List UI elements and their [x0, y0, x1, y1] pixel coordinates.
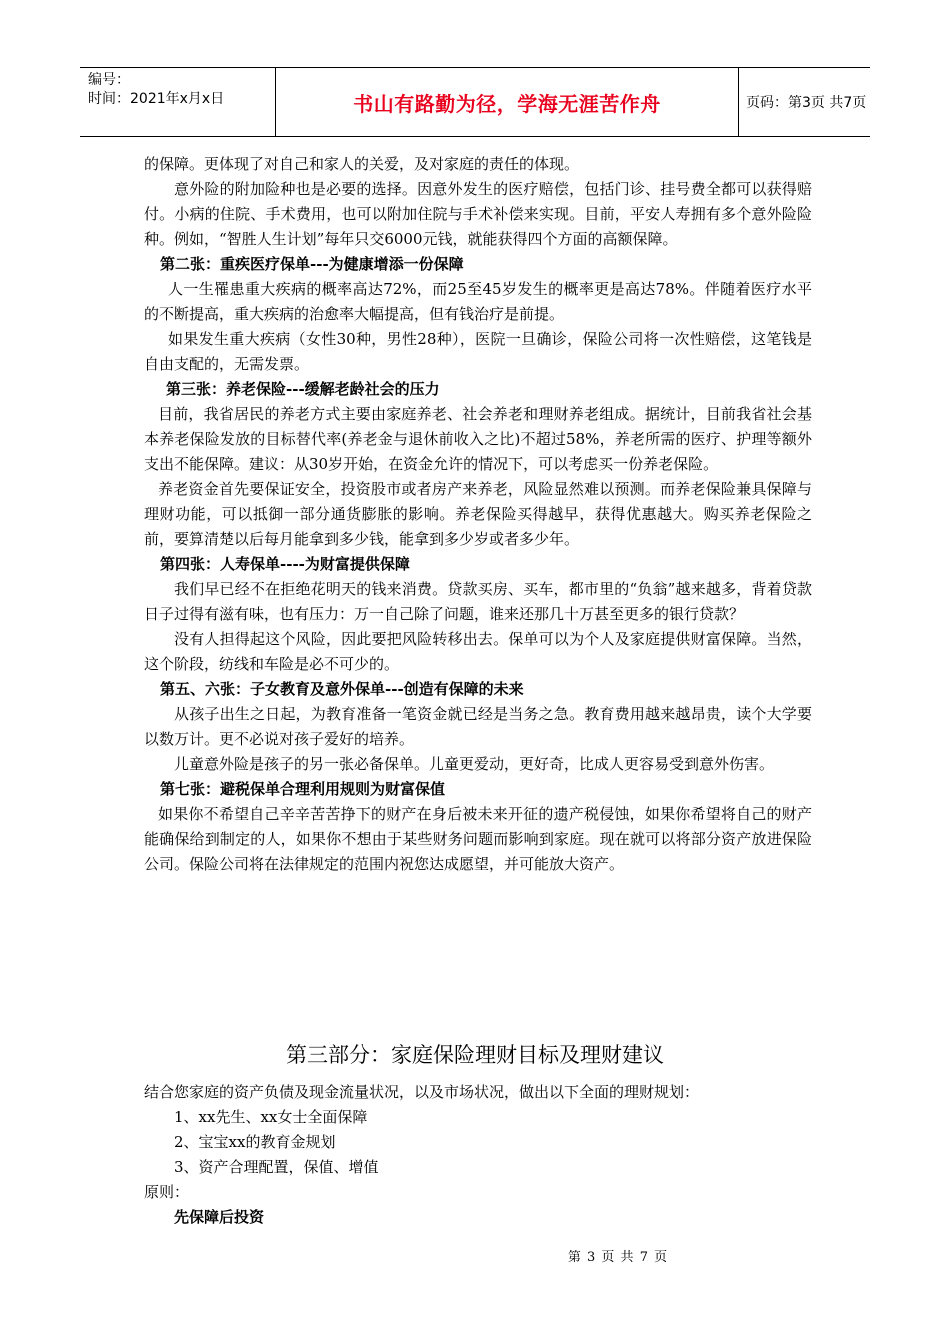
paragraph: 意外险的附加险种也是必要的选择。因意外发生的医疗赔偿，包括门诊、挂号费全都可以获得赔付。小病的住院、手术费用，也可以附加住院与手术补偿来实现。目前，平安人寿拥有多个意外险险种。例如，“智胜人生计划”每年只交6000元钱，就能获得四个方面的高额保障。 [144, 180, 812, 248]
paragraph: 我们早已经不在拒绝花明天的钱来消费。贷款买房、买车，都市里的“负翁”越来越多，背着贷款日子过得有滋有味，也有压力：万一自己除了问题，谁来还那几十万甚至更多的银行贷款？ [144, 580, 812, 623]
paragraph: 如果你不希望自己辛辛苦苦挣下的财产在身后被未来开征的遗产税侵蚀，如果你希望将自己的财产能确保给到制定的人，如果你不想由于某些财务问题而影响到家庭。现在就可以将部分资产放进保险公司。保险公司将在法律规定的范围内祝您达成愿望，并可能放大资产。 [144, 805, 812, 873]
list-item: 1、xx先生、xx女士全面保障 [174, 1108, 368, 1126]
section-heading: 第三张：养老保险---缓解老龄社会的压力 [166, 380, 440, 398]
header-meta [80, 68, 276, 136]
list-item: 3、资产合理配置，保值、增值 [174, 1158, 379, 1176]
section-heading: 第二张：重疾医疗保单---为健康增添一份保障 [160, 255, 464, 273]
list-item: 2、宝宝xx的教育金规划 [174, 1133, 336, 1151]
page-footer: 第 3 页 共 7 页 [567, 1250, 669, 1265]
principle-label: 原则： [144, 1183, 190, 1201]
body-content [144, 152, 812, 877]
header-page-label: 页码：第3页 共7页 [746, 95, 867, 111]
paragraph: 没有人担得起这个风险，因此要把风险转移出去。保单可以为个人及家庭提供财富保障。当然，这个阶段，纺线和车险是必不可少的。 [144, 630, 812, 673]
section-heading: 第四张：人寿保单----为财富提供保障 [160, 555, 410, 573]
part3-title: 第三部分：家庭保险理财目标及理财建议 [286, 1043, 664, 1067]
section-heading: 第七张：避税保单合理利用规则为财富保值 [160, 780, 446, 798]
document-number-label: 编号： [88, 72, 130, 88]
paragraph: 如果发生重大疾病（女性30种，男性28种），医院一旦确诊，保险公司将一次性赔偿，这笔钱是自由支配的，无需发票。 [144, 330, 812, 373]
paragraph: 人一生罹患重大疾病的概率高达72%，而25至45岁发生的概率更是高达78%。伴随着医疗水平的不断提高，重大疾病的治愈率大幅提高，但有钱治疗是前提。 [144, 280, 812, 323]
document-date-label: 时间：2021年x月x日 [88, 91, 225, 107]
paragraph: 目前，我省居民的养老方式主要由家庭养老、社会养老和理财养老组成。据统计，目前我省社会基本养老保险发放的目标替代率(养老金与退休前收入之比)不超过58%，养老所需的医疗、护理等额外支出不能保障。建议：从30岁开始，在资金允许的情况下，可以考虑买一份养老保险。 [144, 405, 812, 473]
paragraph: 从孩子出生之日起，为教育准备一笔资金就已经是当务之急。教育费用越来越昂贵，读个大学要以数万计。更不必说对孩子爱好的培养。 [144, 705, 812, 748]
part3-intro: 结合您家庭的资产负债及现金流量状况，以及市场状况，做出以下全面的理财规划： [144, 1083, 700, 1101]
paragraph: 的保障。更体现了对自己和家人的关爱，及对家庭的责任的体现。 [144, 155, 580, 173]
part3-content [144, 1080, 812, 1230]
principle-text: 先保障后投资 [174, 1208, 265, 1226]
paragraph: 儿童意外险是孩子的另一张必备保单。儿童更爱动，更好奇，比成人更容易受到意外伤害。 [174, 755, 775, 773]
paragraph: 养老资金首先要保证安全，投资股市或者房产来养老，风险显然难以预测。而养老保险兼具保障与理财功能，可以抵御一部分通货膨胀的影响。养老保险买得越早，获得优惠越大。购买养老保险之前，要算清楚以后每月能拿到多少钱，能拿到多少岁或者多少年。 [144, 480, 812, 548]
header-motto: 书山有路勤为径，学海无涯苦作舟 [276, 68, 739, 136]
page-header [80, 67, 870, 137]
section-heading: 第五、六张：子女教育及意外保单---创造有保障的未来 [160, 680, 524, 698]
